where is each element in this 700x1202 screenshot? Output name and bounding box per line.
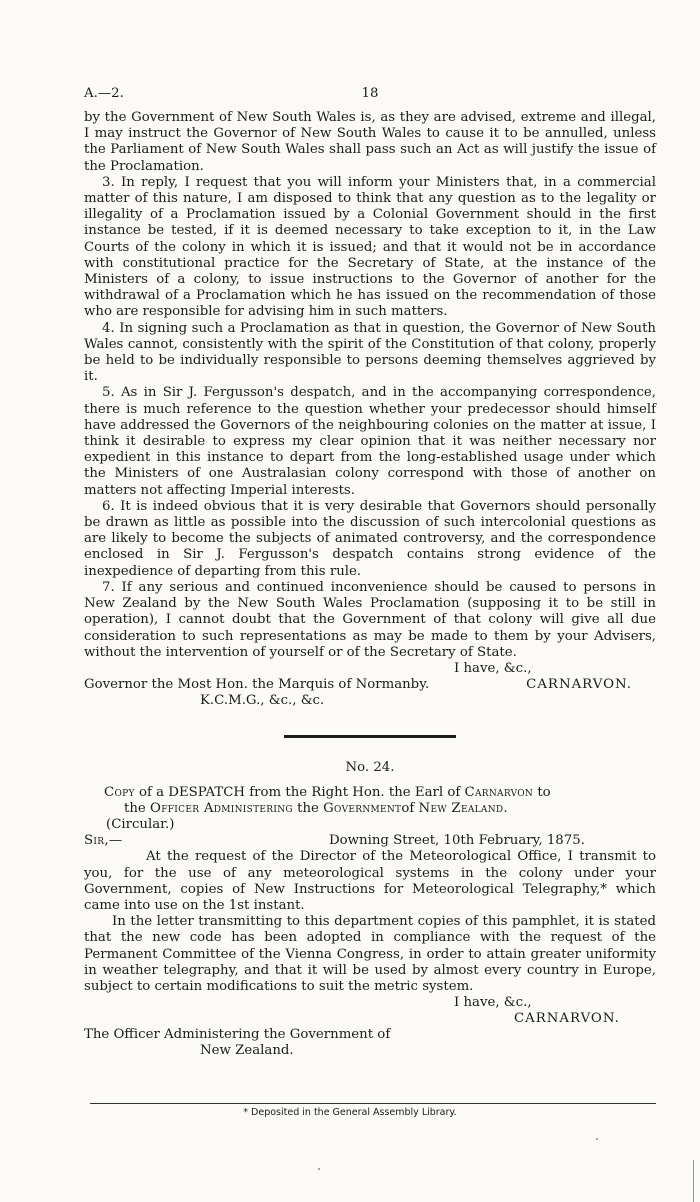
circular-label: (Circular.) (106, 816, 175, 832)
signature: CARNARVON. (526, 676, 632, 692)
addressee-name: Governor the Most Hon. the Marquis of Normanby. (84, 676, 430, 692)
despatch-title-line2 (84, 801, 656, 817)
despatch-addressee: The Officer Administering the Government of (84, 1027, 391, 1043)
footnote: * Deposited in the General Assembly Library. (243, 1107, 457, 1118)
paragraph-6: 6. It is indeed obvious that it is very desirable that Governors should personally be drawn as little as possible into the discussion of such intercolonial questions as are likely to become the subjects of animated controversy, and the correspondence enclosed in Sir J. Fergusson's despatch contains strong evidence of the inexpedience of departing from this rule. (84, 498, 656, 579)
paragraph-7: 7. If any serious and continued inconvenience should be caused to persons in New Zealand by the New South Wales Proclamation (supposing it to be still in operation), I cannot doubt that the Government of that colony will give all due consideration to such representations as may be made to them by your Advisers, without the intervention of yourself or of the Secretary of State. (84, 579, 656, 660)
title-new-zealand: New Zealand. (418, 800, 508, 816)
dateline: Downing Street, 10th February, 1875. (329, 833, 585, 849)
title-the2: the (297, 800, 319, 816)
page-number: 18 (361, 86, 379, 101)
document-reference: A.—2. (84, 86, 124, 101)
section-divider (284, 735, 456, 738)
title-to: to (537, 784, 551, 800)
paper-speck (318, 1168, 320, 1170)
despatch-addressee-cont: New Zealand. (200, 1043, 294, 1059)
title-main: of a DESPATCH from the Right Hon. the Earl of (138, 784, 461, 800)
salutation-line (84, 833, 656, 849)
title-copy: Copy (104, 784, 135, 800)
title-of: of (401, 800, 415, 816)
despatch-title (84, 785, 656, 801)
despatch-paragraph-1: At the request of the Director of the Meteorological Office, I transmit to you, for the use of any meteorological systems in the colony under your Government, copies of New Instructions for Meteorological Telegraphy,* which came into use on the 1st instant. (84, 849, 656, 913)
title-officer: Officer Administering (150, 800, 293, 816)
page-header (84, 86, 656, 104)
closing-line (84, 661, 656, 677)
page-edge-mark (693, 1160, 694, 1202)
addressee-honours: K.C.M.G., &c., &c. (200, 693, 325, 709)
addressee-line (84, 677, 656, 693)
title-the: the (124, 800, 146, 816)
paragraph-5: 5. As in Sir J. Fergusson's despatch, and in the accompanying correspondence, there is much reference to the question whether your predecessor should himself have addressed the Governors of the neighbouring colonies on the matter at issue, I think it desirable to express my clear opinion that it was neither necessary nor expedient in this instance to depart from the long-established usage under which the Ministers of one Australasian colony correspond with those of another on matters not affecting Imperial interests. (84, 385, 656, 498)
paper-speck (596, 1138, 598, 1140)
despatch-signature: CARNARVON. (514, 1011, 620, 1027)
paragraph-4: 4. In signing such a Proclamation as that in question, the Governor of New South Wales cannot, consistently with the spirit of the Constitution of that colony, properly be held to be individually responsible to persons deeming themselves aggrieved by it. (84, 320, 656, 385)
despatch-paragraph-2: In the letter transmitting to this department copies of this pamphlet, it is stated that the new code has been adopted in compliance with the request of the Permanent Committee of the Vienna Congress, in order to attain greater uniformity in weather telegraphy, and that it will be used by almost every country in Europe, subject to certain modifications to suit the metric system. (84, 914, 656, 994)
despatch-signature-line (84, 1011, 656, 1027)
despatch-closing-text: I have, &c., (454, 995, 532, 1011)
document-page (84, 86, 656, 1060)
paragraph-3: 3. In reply, I request that you will inform your Ministers that, in a commercial matter of this nature, I am disposed to think that any question as to the legality or illegality of a Proclamation issued by a Colonial Government should in the first instance be tested, if it is deemed necessary to take exception to it, in the Law Courts of the colony in which it is issued; and that it would not be in accordance with constitutional practice for the Secretary of State, at the instance of the Ministers of a colony, to issue instructions to the Governor of another for the withdrawal of a Proclamation which he has issued on the recommendation of those who are responsible for advising him in such matters. (84, 174, 656, 320)
title-carnarvon: Carnarvon (464, 784, 534, 800)
title-government: Government (323, 800, 402, 816)
despatch-number: No. 24. (345, 760, 395, 776)
footnote-rule (90, 1103, 656, 1104)
salutation: Sir,— (84, 833, 123, 849)
paragraph-intro: by the Government of New South Wales is, as they are advised, extreme and illegal, I may instruct the Governor of New South Wales to cause it to be annulled, unless the Parliament of New South Wales shall pass such an Act as will justify the issue of the Proclamation. (84, 110, 656, 174)
closing-text: I have, &c., (454, 660, 532, 676)
despatch-closing-line (84, 995, 656, 1011)
